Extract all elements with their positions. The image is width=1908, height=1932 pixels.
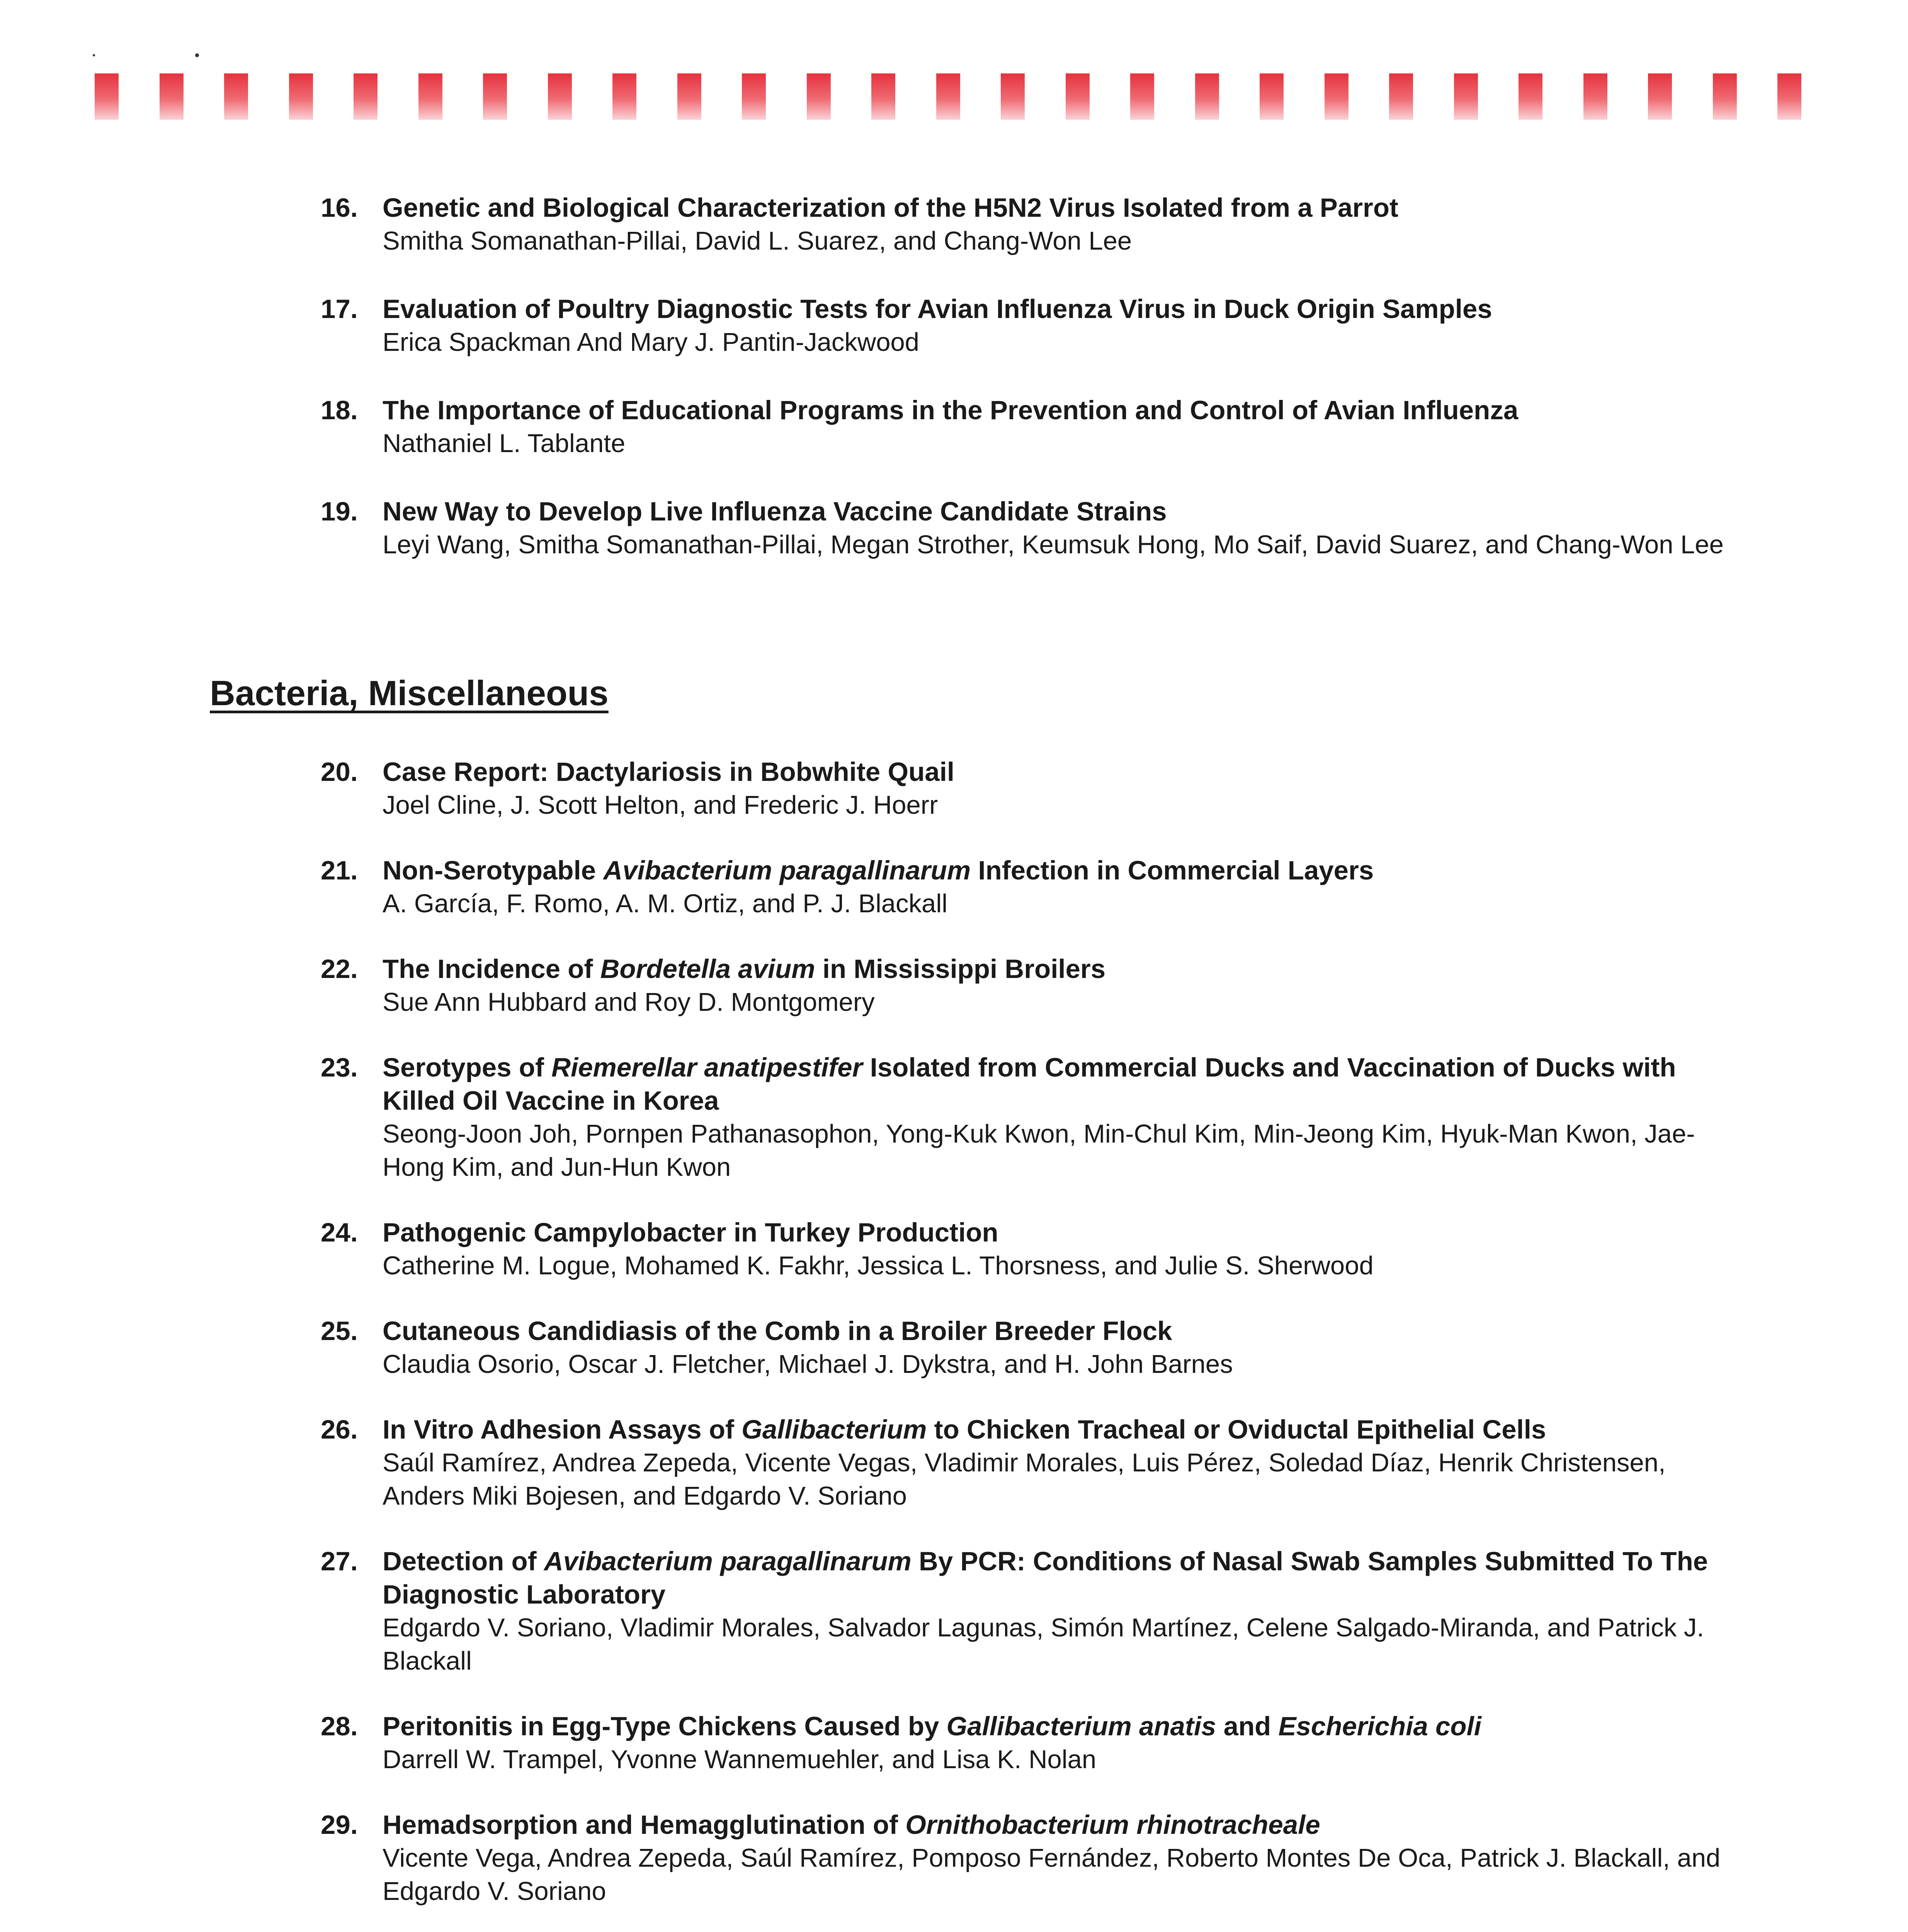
entry-authors: Smitha Somanathan-Pillai, David L. Suarez, and Chang-Won Lee: [383, 226, 1132, 255]
abstract-entry: [321, 495, 1731, 561]
decorative-square: [483, 73, 507, 120]
decorative-square: [807, 73, 831, 120]
decorative-square: [871, 73, 895, 120]
title-species-name: Gallibacterium: [741, 1415, 927, 1444]
avian-influenza-entries: [321, 191, 1731, 596]
decorative-square: [1066, 73, 1090, 120]
title-text: By PCR: Conditions of Nasal Swab Samples Submitted To The Diagnostic Laboratory: [383, 1546, 1708, 1609]
scan-speck: [93, 54, 95, 56]
title-species-name: Bordetella avium: [600, 954, 815, 984]
title-text: Pathogenic Campylobacter in Turkey Production: [383, 1218, 998, 1247]
title-text: In Vitro Adhesion Assays of: [383, 1415, 742, 1444]
bacteria-entries: [321, 755, 1731, 1932]
decorative-square: [1260, 73, 1284, 120]
title-text: Evaluation of Poultry Diagnostic Tests for Avian Influenza Virus in Duck Origin Samples: [383, 294, 1492, 324]
entry-title: [383, 293, 1731, 326]
title-species-name: Ornithobacterium rhinotracheale: [905, 1810, 1320, 1840]
abstract-entry: [321, 293, 1731, 359]
title-text: Hemadsorption and Hemagglutination of: [383, 1810, 906, 1840]
abstract-entry: [321, 191, 1731, 258]
title-text: Case Report: Dactylariosis in Bobwhite Quail: [383, 757, 954, 787]
entry-authors: A. García, F. Romo, A. M. Ortiz, and P. J. Blackall: [383, 889, 948, 918]
decorative-square: [742, 73, 766, 120]
title-species-name: Gallibacterium anatis: [946, 1711, 1216, 1741]
entry-authors: Nathaniel L. Tablante: [383, 429, 626, 458]
title-text: to Chicken Tracheal or Oviductal Epithelial Cells: [927, 1415, 1546, 1444]
abstract-entry: [321, 1216, 1731, 1282]
decorative-square: [95, 73, 119, 120]
decorative-square: [1001, 73, 1025, 120]
entry-number: 23.: [321, 1053, 358, 1082]
decorative-square: [160, 73, 184, 120]
entry-authors: Catherine M. Logue, Mohamed K. Fakhr, Jessica L. Thorsness, and Julie S. Sherwood: [383, 1251, 1374, 1280]
title-text: Non-Serotypable: [383, 855, 604, 885]
entry-number: 19.: [321, 497, 358, 526]
decorative-square: [224, 73, 248, 120]
decorative-square: [289, 73, 313, 120]
abstract-entry: [321, 1413, 1731, 1513]
entry-authors: Vicente Vega, Andrea Zepeda, Saúl Ramírez, Pomposo Fernández, Roberto Montes De Oca, Patrick J. Blackall, and Edgardo V. Soriano: [383, 1844, 1721, 1906]
abstract-entry: [321, 394, 1731, 460]
decorative-square: [1325, 73, 1349, 120]
title-text: Isolated from Commercial Ducks and Vaccination of Ducks with Killed Oil Vaccine in Korea: [383, 1053, 1676, 1116]
entry-title: [383, 1413, 1731, 1446]
entry-authors: Claudia Osorio, Oscar J. Fletcher, Michael J. Dykstra, and H. John Barnes: [383, 1350, 1233, 1379]
entry-authors: Seong-Joon Joh, Pornpen Pathanasophon, Yong-Kuk Kwon, Min-Chul Kim, Min-Jeong Kim, Hyuk-Man Kwon, Jae-Hong Kim, and Jun-Hun Kwon: [383, 1119, 1695, 1182]
scan-speck: [195, 53, 199, 57]
entry-title: [383, 1710, 1731, 1743]
title-text: Peritonitis in Egg-Type Chickens Caused by: [383, 1711, 947, 1741]
decorative-square: [1130, 73, 1154, 120]
section-heading: Bacteria, Miscellaneous: [210, 674, 609, 713]
abstract-entry: [321, 952, 1731, 1019]
decorative-square: [1519, 73, 1542, 120]
entry-title: [383, 394, 1731, 427]
entry-title: [383, 1315, 1731, 1348]
entry-authors: Edgardo V. Soriano, Vladimir Morales, Salvador Lagunas, Simón Martínez, Celene Salgado-Miranda, and Patrick J. Blackall: [383, 1613, 1704, 1675]
decorative-square: [1389, 73, 1413, 120]
decorative-square: [612, 73, 636, 120]
entry-number: 27.: [321, 1546, 358, 1576]
entry-title: [383, 191, 1731, 224]
decorative-square: [354, 73, 378, 120]
entry-title: [383, 854, 1731, 887]
title-text: Detection of: [383, 1546, 544, 1576]
entry-authors: Leyi Wang, Smitha Somanathan-Pillai, Megan Strother, Keumsuk Hong, Mo Saif, David Suarez, and Chang-Won Lee: [383, 530, 1724, 559]
entry-number: 29.: [321, 1810, 358, 1840]
entry-title: [383, 1545, 1731, 1611]
decorative-square: [677, 73, 701, 120]
entry-number: 17.: [321, 294, 358, 324]
title-species-name: Avibacterium paragallinarum: [603, 855, 971, 885]
title-text: Infection in Commercial Layers: [971, 855, 1374, 885]
abstract-entry: [321, 1808, 1731, 1908]
entry-authors: Saúl Ramírez, Andrea Zepeda, Vicente Vegas, Vladimir Morales, Luis Pérez, Soledad Díaz, Henrik Christensen, Anders Miki Bojesen, and Edgardo V. Soriano: [383, 1448, 1666, 1510]
abstract-entry: [321, 1545, 1731, 1678]
title-species-name: Riemerellar anatipestifer: [551, 1053, 863, 1082]
abstract-entry: [321, 1051, 1731, 1184]
entry-number: 24.: [321, 1218, 358, 1247]
entry-title: [383, 495, 1731, 528]
entry-title: [383, 952, 1731, 986]
decorative-square: [1583, 73, 1607, 120]
decorative-square: [1454, 73, 1478, 120]
entry-number: 18.: [321, 395, 358, 425]
decorative-square: [418, 73, 442, 120]
entry-title: [383, 755, 1731, 789]
title-text: New Way to Develop Live Influenza Vaccine Candidate Strains: [383, 497, 1167, 526]
decorative-square: [548, 73, 572, 120]
entry-number: 25.: [321, 1316, 358, 1346]
entry-title: [383, 1216, 1731, 1249]
title-species-name: Avibacterium paragallinarum: [544, 1546, 911, 1576]
decorative-square-row: [0, 73, 1908, 124]
entry-authors: Darrell W. Trampel, Yvonne Wannemuehler, and Lisa K. Nolan: [383, 1745, 1097, 1774]
decorative-square: [1195, 73, 1219, 120]
title-text: The Importance of Educational Programs in the Prevention and Control of Avian Influenza: [383, 395, 1519, 425]
entry-number: 21.: [321, 855, 358, 885]
abstract-entry: [321, 755, 1731, 822]
decorative-square: [1777, 73, 1801, 120]
entry-authors: Joel Cline, J. Scott Helton, and Frederic J. Hoerr: [383, 791, 938, 820]
entry-number: 28.: [321, 1711, 358, 1741]
entry-title: [383, 1808, 1731, 1842]
decorative-square: [1713, 73, 1737, 120]
abstract-entry: [321, 854, 1731, 920]
entry-number: 22.: [321, 954, 358, 984]
decorative-square: [1648, 73, 1672, 120]
entry-title: [383, 1051, 1731, 1117]
title-species-name: Escherichia coli: [1278, 1711, 1481, 1741]
abstract-entry: [321, 1315, 1731, 1381]
title-text: in Mississippi Broilers: [815, 954, 1106, 984]
title-text: Cutaneous Candidiasis of the Comb in a Broiler Breeder Flock: [383, 1316, 1172, 1346]
title-text: Genetic and Biological Characterization of the H5N2 Virus Isolated from a Parrot: [383, 193, 1399, 223]
title-text: Serotypes of: [383, 1053, 552, 1082]
title-text: and: [1216, 1711, 1279, 1741]
entry-number: 16.: [321, 193, 358, 223]
entry-number: 20.: [321, 757, 358, 787]
decorative-square: [936, 73, 960, 120]
abstract-entry: [321, 1710, 1731, 1776]
entry-authors: Erica Spackman And Mary J. Pantin-Jackwood: [383, 328, 920, 357]
entry-authors: Sue Ann Hubbard and Roy D. Montgomery: [383, 988, 875, 1017]
title-text: The Incidence of: [383, 954, 600, 984]
entry-number: 26.: [321, 1415, 358, 1444]
